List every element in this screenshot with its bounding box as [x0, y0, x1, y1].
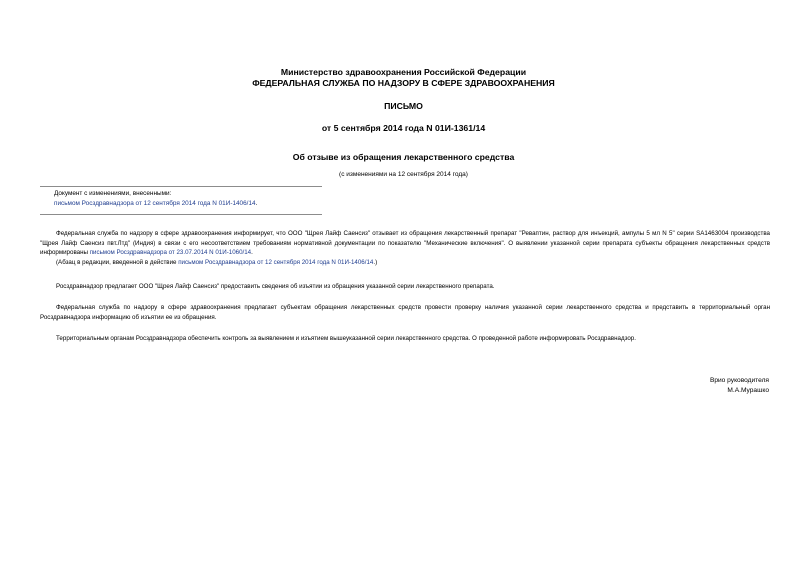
document-title: Об отзыве из обращения лекарственного средства — [292, 152, 515, 162]
paragraph-4 — [40, 334, 770, 344]
signatory-name: М.А.Мурашко — [727, 387, 769, 394]
service-heading: ФЕДЕРАЛЬНАЯ СЛУЖБА ПО НАДЗОРУ В СФЕРЕ ЗДРАВООХРАНЕНИЯ — [252, 78, 555, 88]
amendment-link-suffix: . — [255, 200, 258, 207]
amendment-link[interactable]: письмом Росздравнадзора от 12 сентября 2014 года N 01И-1406/14 — [54, 200, 256, 207]
amendments-top-divider — [40, 186, 322, 187]
document-date-number: от 5 сентября 2014 года N 01И-1361/14 — [321, 123, 486, 133]
paragraph-1-end: . — [251, 249, 253, 257]
ministry-heading: Министерство здравоохранения Российской Федерации — [280, 67, 527, 77]
document-type: ПИСЬМО — [384, 101, 423, 111]
paragraph-2-text: Росздравнадзор предлагает ООО "Щрея Лайф Саенсиз" предоставить сведения об изъятии из обращения указанной серии лекарственного препарата. — [56, 283, 495, 290]
paragraph-4-text: Территориальным органам Росздравнадзора обеспечить контроль за выявлением и изъятием вышеуказанной серии лекарственного средства. О проведенной работе информировать Росздравнадзор. — [56, 335, 636, 342]
amendments-label: Документ с изменениями, внесенными: — [54, 190, 172, 197]
paragraph-1-note-link[interactable]: письмом Росздравнадзора от 12 сентября 2014 года N 01И-1406/14 — [178, 258, 374, 266]
paragraph-1 — [40, 229, 770, 267]
signatory-position: Врио руководителя — [709, 377, 769, 384]
paragraph-1-note-prefix: (Абзац в редакции, введенной в действие — [56, 258, 179, 266]
changes-note: (с изменениями на 12 сентября 2014 года) — [339, 171, 468, 178]
paragraph-1-text: Федеральная служба по надзору в сфере здравоохранения информирует, что ООО "Щрея Лайф Саенсиз" отзывает из обращения лекарственный препарат "Реваптин, раствор для инъекций, ампулы 5 мл N 5" серии SA1463004 производства "Щрея Лайф Саенсиз пвт.Лтд" (Индия) в связи с его несоответствием требованиям нормативной документации по показателю "Механические включения". О выявлении указанной серии препарата субъекты обращения лекарственных средств информированы — [40, 230, 770, 257]
paragraph-1-link[interactable]: письмом Росздравнадзора от 23.07.2014 N 01И-1060/14 — [89, 249, 252, 257]
paragraph-3-text: Федеральная служба по надзору в сфере здравоохранения предлагает субъектам обращения лекарственных средств провести проверку наличия указанной серии лекарственного средства и представить в территориальный орган Росздравнадзора информацию об изъятии ее из обращения. — [40, 304, 770, 321]
paragraph-3 — [40, 303, 770, 322]
paragraph-1-note-suffix: .) — [373, 258, 378, 266]
paragraph-2 — [40, 282, 770, 292]
amendments-entry — [54, 199, 257, 208]
amendments-bottom-divider — [40, 214, 322, 215]
